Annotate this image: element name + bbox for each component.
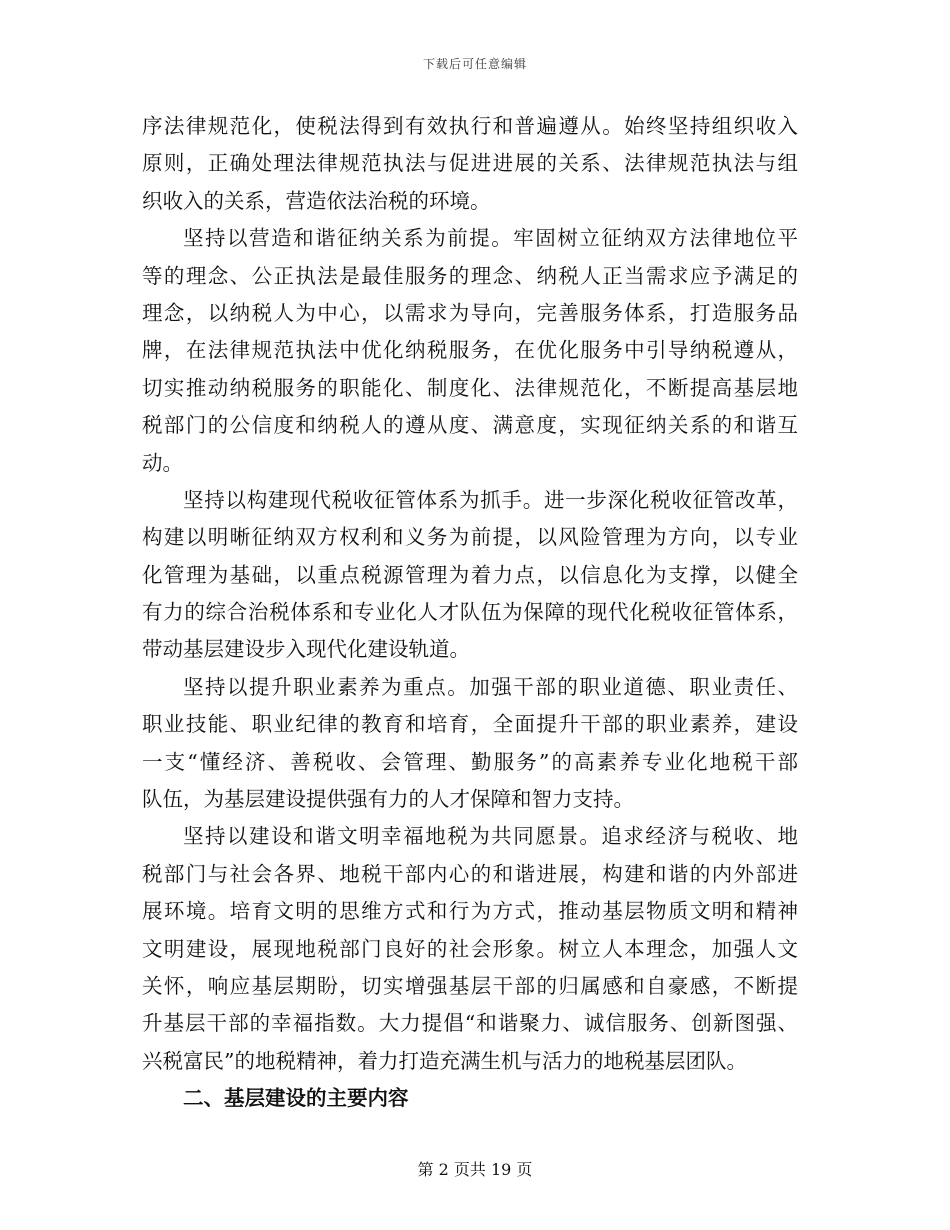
paragraph-first-line: 坚持以构建现代税收征管体系为抓手。进一步深化税收征管改革， [183, 487, 798, 512]
paragraph-line: 序法律规范化，使税法得到有效执行和普遍遵从。始终坚持组织收入 [142, 114, 798, 138]
paragraph-line: 关怀，响应基层期盼，切实增强基层干部的归属感和自豪感，不断提 [142, 973, 798, 998]
paragraph-line: 有力的综合治税体系和专业化人才队伍为保障的现代化税收征管体系， [142, 600, 798, 625]
document-body [142, 108, 798, 1118]
paragraph-line: 职业技能、职业纪律的教育和培育，全面提升干部的职业素养，建设 [142, 712, 798, 737]
paragraph-line: 税部门的公信度和纳税人的遵从度、满意度，实现征纳关系的和谐互 [142, 413, 798, 438]
paragraph-first-line: 坚持以建设和谐文明幸福地税为共同愿景。追求经济与税收、地 [183, 824, 798, 849]
paragraph-line: 文明建设，展现地税部门良好的社会形象。树立人本理念，加强人文 [142, 936, 798, 961]
page-header-note: 下载后可任意编辑 [422, 57, 527, 71]
paragraph-line: 牌，在法律规范执法中优化纳税服务，在优化服务中引导纳税遵从， [142, 338, 798, 363]
paragraph-line: 兴税富民”的地税精神，着力打造充满生机与活力的地税基层团队。 [142, 1048, 747, 1073]
paragraph-first-line: 坚持以提升职业素养为重点。加强干部的职业道德、职业责任、 [183, 674, 798, 699]
paragraph-line: 展环境。培育文明的思维方式和行为方式，推动基层物质文明和精神 [142, 899, 798, 924]
paragraph-line: 一支“懂经济、善税收、会管理、勤服务”的高素养专业化地税干部 [142, 749, 798, 774]
section-heading: 二、基层建设的主要内容 [183, 1086, 409, 1111]
page-footer: 第 2 页共 19 页 [417, 1160, 533, 1179]
paragraph-line: 织收入的关系，营造依法治税的环境。 [142, 188, 491, 213]
paragraph-line: 带动基层建设步入现代化建设轨道。 [142, 637, 470, 662]
paragraph-line: 切实推动纳税服务的职能化、制度化、法律规范化，不断提高基层地 [142, 375, 798, 400]
paragraph-line: 构建以明晰征纳双方权利和义务为前提，以风险管理为方向，以专业 [142, 525, 798, 550]
paragraph-line: 动。 [142, 450, 183, 475]
paragraph-line: 等的理念、公正执法是最佳服务的理念、纳税人正当需求应予满足的 [142, 263, 798, 288]
paragraph-line: 队伍，为基层建设提供强有力的人才保障和智力支持。 [142, 787, 634, 812]
paragraph-line: 化管理为基础，以重点税源管理为着力点，以信息化为支撑，以健全 [142, 562, 798, 587]
paragraph-line: 理念，以纳税人为中心，以需求为导向，完善服务体系，打造服务品 [142, 300, 798, 325]
paragraph-line: 税部门与社会各界、地税干部内心的和谐进展，构建和谐的内外部进 [142, 861, 798, 886]
paragraph-line: 原则，正确处理法律规范执法与促进进展的关系、法律规范执法与组 [142, 151, 798, 176]
paragraph-line: 升基层干部的幸福指数。大力提倡“和谐聚力、诚信服务、创新图强、 [142, 1011, 798, 1036]
paragraph-first-line: 坚持以营造和谐征纳关系为前提。牢固树立征纳双方法律地位平 [183, 226, 798, 251]
